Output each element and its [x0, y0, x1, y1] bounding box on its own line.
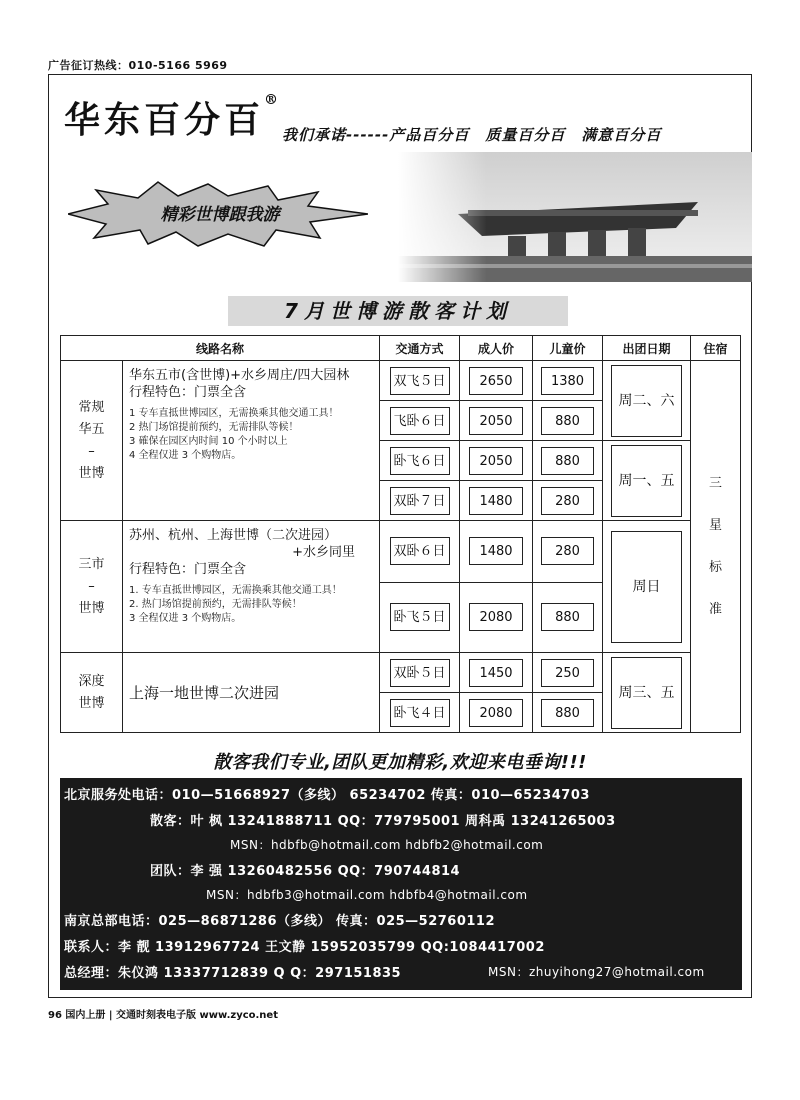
- adult-price: 2080: [460, 582, 533, 652]
- group-contact-line: 团队：李 强 13260482556 QQ：790744814: [150, 864, 461, 879]
- tagline: 散客我们专业,团队更加精彩,欢迎来电垂询!!!: [213, 752, 587, 773]
- expo-pavilion-photo: [398, 152, 752, 282]
- adult-price: 1450: [460, 653, 533, 693]
- departure-days: 周日: [603, 521, 691, 653]
- group-name: 深度 世博: [61, 653, 123, 733]
- header-departure: 出团日期: [603, 336, 691, 361]
- banner-text: 精彩世博跟我游: [160, 205, 280, 225]
- route-name: 华东五市(含世博)+水乡周庄/四大园林: [129, 368, 350, 383]
- child-price: 880: [533, 401, 603, 441]
- adult-price: 2050: [460, 401, 533, 441]
- hotel-standard: 三 星 标 准: [691, 361, 741, 733]
- msn-line: MSN：hdbfb@hotmail.com hdbfb2@hotmail.com: [230, 838, 544, 852]
- tour-plan-table: [60, 335, 741, 733]
- group-name: 常规 华五 – 世博: [61, 361, 123, 521]
- child-price: 1380: [533, 361, 603, 401]
- ad-hotline: 广告征订热线：010-5166 5969: [48, 59, 228, 72]
- table-header-row: [61, 336, 741, 361]
- individual-contact-line: 散客：叶 枫 13241888711 QQ：779795001 周科禹 13241265003: [150, 814, 616, 829]
- departure-days: 周一、五: [603, 441, 691, 521]
- msn-line: MSN：hdbfb3@hotmail.com hdbfb4@hotmail.com: [206, 888, 528, 902]
- brand-logo: [64, 92, 278, 143]
- table-row: [61, 521, 741, 583]
- route-note: 4 全程仅进 3 个购物店。: [129, 450, 242, 461]
- route-note: 3 全程仅进 3 个购物店。: [129, 613, 242, 624]
- header-child-price: 儿童价: [533, 336, 603, 361]
- child-price: 880: [533, 582, 603, 652]
- departure-days: 周二、六: [603, 361, 691, 441]
- manager-msn: MSN：zhuyihong27@hotmail.com: [488, 965, 705, 979]
- slogan: 我们承诺------产品百分百 质量百分百 满意百分百: [282, 126, 662, 144]
- route-name-extra: +水乡同里: [292, 545, 356, 560]
- brand-name: 华东百分百: [64, 99, 265, 141]
- route-name: 上海一地世博二次进园: [123, 653, 380, 733]
- child-price: 880: [533, 441, 603, 481]
- transport: 卧飞５日: [380, 582, 460, 652]
- child-price: 250: [533, 653, 603, 693]
- child-price: 280: [533, 481, 603, 521]
- departure-days: 周三、五: [603, 653, 691, 733]
- transport: 飞卧６日: [380, 401, 460, 441]
- transport: 双卧６日: [380, 521, 460, 583]
- route-feature: 行程特色：门票全含: [129, 562, 247, 577]
- adult-price: 1480: [460, 481, 533, 521]
- transport: 双飞５日: [380, 361, 460, 401]
- adult-price: 2650: [460, 361, 533, 401]
- route-note: 2 热门场馆提前预约，无需排队等候！: [129, 422, 299, 433]
- child-price: 280: [533, 521, 603, 583]
- route-detail: [123, 521, 380, 653]
- page-title: 7月世博游散客计划: [228, 296, 568, 326]
- registered-mark: ®: [264, 92, 279, 108]
- transport: 卧飞４日: [380, 693, 460, 733]
- route-note: 3 確保在园区内时间 10 个小时以上: [129, 436, 288, 447]
- transport: 双卧７日: [380, 481, 460, 521]
- header-adult-price: 成人价: [460, 336, 533, 361]
- group-name: 三市 – 世博: [61, 521, 123, 653]
- adult-price: 1480: [460, 521, 533, 583]
- adult-price: 2080: [460, 693, 533, 733]
- header-hotel: 住宿: [691, 336, 741, 361]
- route-note: 2. 热门场馆提前预约，无需排队等候！: [129, 599, 302, 610]
- route-note: 1. 专车直抵世博园区，无需换乘其他交通工具！: [129, 585, 342, 596]
- beijing-office-line: 北京服务处电话：010—51668927（多线） 65234702 传真：010—65234703: [64, 788, 590, 803]
- table-row: [61, 653, 741, 693]
- route-note: 1 专车直抵世博园区，无需换乘其他交通工具！: [129, 408, 339, 419]
- page-footer: 96 国内上册 | 交通时刻表电子版 www.zyco.net: [48, 1010, 278, 1021]
- nanjing-office-line: 南京总部电话：025—86871286（多线） 传真：025—52760112: [64, 914, 496, 929]
- header-transport: 交通方式: [380, 336, 460, 361]
- route-name: 苏州、杭州、上海世博（二次进园）: [129, 528, 338, 543]
- general-manager-line: 总经理：朱仪鸿 13337712839 Q Q：297151835: [64, 966, 402, 981]
- table-row: [61, 361, 741, 401]
- route-detail: [123, 361, 380, 521]
- transport: 双卧５日: [380, 653, 460, 693]
- contact-person-line: 联系人：李 靓 13912967724 王文静 15952035799 QQ:1084417002: [64, 940, 545, 955]
- contact-panel: [60, 778, 742, 990]
- adult-price: 2050: [460, 441, 533, 481]
- child-price: 880: [533, 693, 603, 733]
- header-route: 线路名称: [61, 336, 380, 361]
- transport: 卧飞６日: [380, 441, 460, 481]
- route-feature: 行程特色：门票全含: [129, 385, 247, 400]
